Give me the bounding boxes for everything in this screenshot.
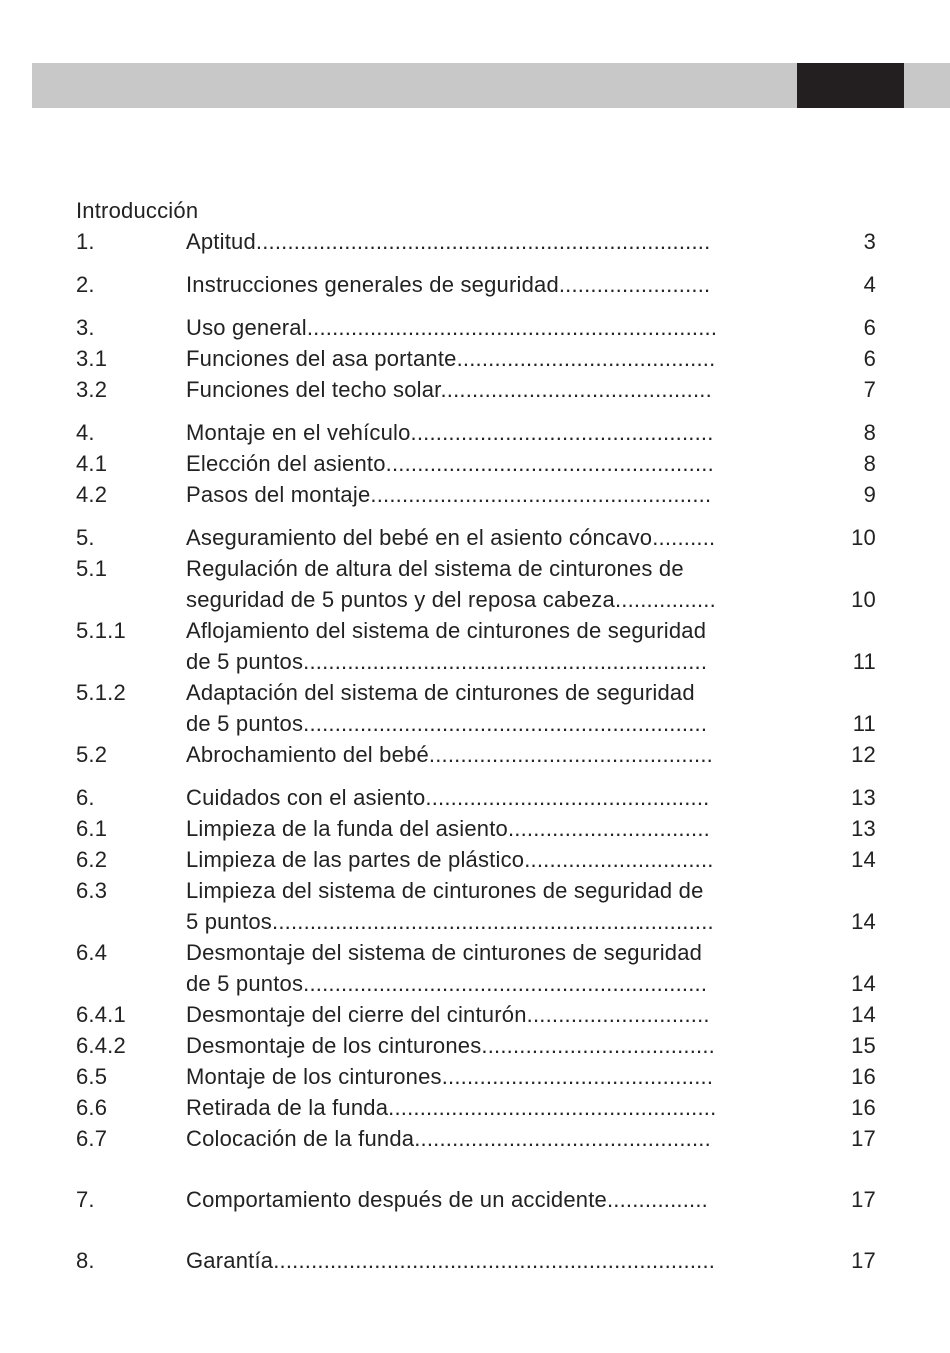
- toc-entry-number: 3.2: [76, 377, 108, 402]
- toc-entry-number: 1.: [76, 229, 95, 254]
- toc-entry[interactable]: [76, 1061, 886, 1092]
- toc-entry-title: [186, 1123, 772, 1154]
- toc-entry-page-number: 17: [851, 1126, 876, 1151]
- toc-entry-page-number: 10: [851, 587, 876, 612]
- toc-entry-title-line: Limpieza de la funda del asiento................................: [186, 816, 710, 841]
- toc-entry[interactable]: [76, 875, 886, 937]
- toc-entries: [76, 226, 886, 1276]
- toc-entry-number: 5.1: [76, 556, 108, 581]
- toc-entry-title-line: Colocación de la funda...............................................: [186, 1126, 711, 1151]
- toc-entry-page-number: 12: [851, 742, 876, 767]
- toc-entry[interactable]: [76, 1245, 886, 1276]
- toc-entry[interactable]: [76, 937, 886, 999]
- toc-entry-title-line: Pasos del montaje......................................................: [186, 482, 712, 507]
- toc-entry-page-number: 4: [863, 272, 876, 297]
- toc-entry-number: 6.4.1: [76, 1002, 126, 1027]
- toc-entry-title: [186, 448, 772, 479]
- toc-entry-number: 6.4: [76, 940, 108, 965]
- toc-entry[interactable]: [76, 1123, 886, 1154]
- toc-entry[interactable]: [76, 417, 886, 448]
- toc-entry-title-line: Adaptación del sistema de cinturones de seguridad: [186, 680, 695, 705]
- toc-entry-title-line: Montaje de los cinturones...........................................: [186, 1064, 714, 1089]
- toc-entry-title: [186, 553, 772, 615]
- toc-entry[interactable]: [76, 1184, 886, 1215]
- toc-entry-number: 8.: [76, 1248, 95, 1273]
- toc-entry-title-line: Funciones del techo solar...........................................: [186, 377, 712, 402]
- toc-entry-number: 6.1: [76, 816, 108, 841]
- toc-entry-number: 7.: [76, 1187, 95, 1212]
- toc-entry-title-line: Limpieza del sistema de cinturones de seguridad de: [186, 878, 704, 903]
- toc-entry-title: [186, 269, 772, 300]
- toc-entry-page-number: 16: [851, 1064, 876, 1089]
- toc-entry-title: [186, 1245, 772, 1276]
- toc-entry-page-number: 13: [851, 785, 876, 810]
- toc-entry-number: 5.2: [76, 742, 108, 767]
- toc-entry-page-number: 10: [851, 525, 876, 550]
- toc-entry-title-line: seguridad de 5 puntos y del reposa cabeza................: [186, 587, 716, 612]
- toc-entry-page-number: 16: [851, 1095, 876, 1120]
- toc-entry-title: [186, 479, 772, 510]
- toc-entry-number: 4.2: [76, 482, 108, 507]
- toc-entry-title: [186, 226, 772, 257]
- toc-entry[interactable]: [76, 553, 886, 615]
- toc-entry-title: [186, 999, 772, 1030]
- toc-intro-heading: Introducción: [76, 198, 199, 223]
- toc-entry-title: [186, 522, 772, 553]
- toc-entry-number: 5.1.1: [76, 618, 126, 643]
- toc-entry-number: 6.5: [76, 1064, 108, 1089]
- toc-entry-title-line: Aseguramiento del bebé en el asiento cóncavo..........: [186, 525, 716, 550]
- toc-entry[interactable]: [76, 374, 886, 405]
- toc-entry-title-line: Cuidados con el asiento.............................................: [186, 785, 710, 810]
- toc-entry-page-number: 9: [863, 482, 876, 507]
- toc-entry-title: [186, 417, 772, 448]
- toc-entry[interactable]: [76, 782, 886, 813]
- toc-entry-page-number: 13: [851, 816, 876, 841]
- toc-entry-title-line: Aflojamiento del sistema de cinturones de seguridad: [186, 618, 707, 643]
- toc-entry-title-line: Funciones del asa portante.........................................: [186, 346, 716, 371]
- toc-entry-title: [186, 374, 772, 405]
- toc-entry-title: [186, 677, 772, 739]
- toc-entry-page-number: 17: [851, 1248, 876, 1273]
- toc-entry[interactable]: [76, 813, 886, 844]
- toc-entry-number: 6.7: [76, 1126, 108, 1151]
- toc-entry[interactable]: [76, 448, 886, 479]
- toc-entry-page-number: 15: [851, 1033, 876, 1058]
- toc-entry-title: [186, 739, 772, 770]
- toc-entry-title-line: Desmontaje de los cinturones.....................................: [186, 1033, 715, 1058]
- toc-entry[interactable]: [76, 226, 886, 257]
- toc-entry-number: 6.4.2: [76, 1033, 126, 1058]
- toc-entry-number: 6.3: [76, 878, 108, 903]
- toc-entry-title-line: Montaje en el vehículo................................................: [186, 420, 714, 445]
- toc-entry-title: [186, 343, 772, 374]
- toc-entry-title-line: Abrochamiento del bebé.............................................: [186, 742, 713, 767]
- toc-entry-number: 4.: [76, 420, 95, 445]
- toc-entry-page-number: 3: [863, 229, 876, 254]
- toc-entry-number: 3.: [76, 315, 95, 340]
- toc-entry-page-number: 6: [863, 315, 876, 340]
- toc-entry-number: 6.: [76, 785, 95, 810]
- toc-entry-title-line: de 5 puntos................................................................: [186, 711, 708, 736]
- toc-entry[interactable]: [76, 739, 886, 770]
- toc-entry-page-number: 14: [851, 1002, 876, 1027]
- toc-entry[interactable]: [76, 479, 886, 510]
- toc-entry-title: [186, 615, 772, 677]
- toc-entry-page-number: 8: [863, 451, 876, 476]
- toc-entry-page-number: 17: [851, 1187, 876, 1212]
- toc-entry[interactable]: [76, 844, 886, 875]
- toc-entry-title-line: de 5 puntos................................................................: [186, 971, 708, 996]
- toc-entry-title: [186, 844, 772, 875]
- toc-entry-title: [186, 1061, 772, 1092]
- toc-entry[interactable]: [76, 1030, 886, 1061]
- toc-entry-title-line: 5 puntos......................................................................: [186, 909, 714, 934]
- toc-entry-page-number: 11: [852, 711, 876, 736]
- toc-entry-title-line: Desmontaje del sistema de cinturones de seguridad: [186, 940, 703, 965]
- toc-entry-title-line: Regulación de altura del sistema de cinturones de: [186, 556, 684, 581]
- toc-entry-title: [186, 1184, 772, 1215]
- toc-entry-number: 3.1: [76, 346, 108, 371]
- toc-entry-title: [186, 937, 772, 999]
- toc-entry[interactable]: [76, 343, 886, 374]
- toc-entry[interactable]: [76, 615, 886, 677]
- toc-entry-number: 4.1: [76, 451, 108, 476]
- toc-entry-title: [186, 813, 772, 844]
- toc-entry-title-line: Retirada de la funda....................................................: [186, 1095, 717, 1120]
- toc-entry-number: 6.2: [76, 847, 108, 872]
- toc-entry-title: [186, 312, 772, 343]
- toc-entry-title: [186, 875, 772, 937]
- toc-entry[interactable]: [76, 522, 886, 553]
- toc-entry-title-line: Desmontaje del cierre del cinturón.............................: [186, 1002, 710, 1027]
- toc-entry[interactable]: [76, 999, 886, 1030]
- toc-entry-page-number: 14: [851, 971, 876, 996]
- toc-entry-title-line: de 5 puntos................................................................: [186, 649, 708, 674]
- header-tab-marker: [797, 63, 904, 108]
- toc-entry-page-number: 8: [863, 420, 876, 445]
- toc-entry-title-line: Comportamiento después de un accidente................: [186, 1187, 708, 1212]
- toc-entry-title: [186, 1030, 772, 1061]
- toc-entry-title-line: Instrucciones generales de seguridad........................: [186, 272, 711, 297]
- toc-entry-page-number: 14: [851, 847, 876, 872]
- toc-entry-title-line: Uso general.................................................................: [186, 315, 718, 340]
- toc-entry-title-line: Elección del asiento....................................................: [186, 451, 714, 476]
- toc-entry[interactable]: [76, 677, 886, 739]
- table-of-contents: [76, 195, 886, 1276]
- toc-entry-page-number: 7: [863, 377, 876, 402]
- toc-entry-title: [186, 1092, 772, 1123]
- toc-entry-title-line: Garantía......................................................................: [186, 1248, 716, 1273]
- toc-entry-number: 2.: [76, 272, 95, 297]
- toc-entry-number: 6.6: [76, 1095, 108, 1120]
- toc-entry-title-line: Limpieza de las partes de plástico..............................: [186, 847, 714, 872]
- toc-entry[interactable]: [76, 1092, 886, 1123]
- toc-entry-page-number: 11: [852, 649, 876, 674]
- toc-entry-number: 5.: [76, 525, 95, 550]
- toc-entry-number: 5.1.2: [76, 680, 126, 705]
- toc-entry-page-number: 14: [851, 909, 876, 934]
- toc-entry[interactable]: [76, 269, 886, 300]
- toc-entry-page-number: 6: [863, 346, 876, 371]
- toc-entry-title: [186, 782, 772, 813]
- toc-entry[interactable]: [76, 312, 886, 343]
- toc-entry-title-line: Aptitud........................................................................: [186, 229, 711, 254]
